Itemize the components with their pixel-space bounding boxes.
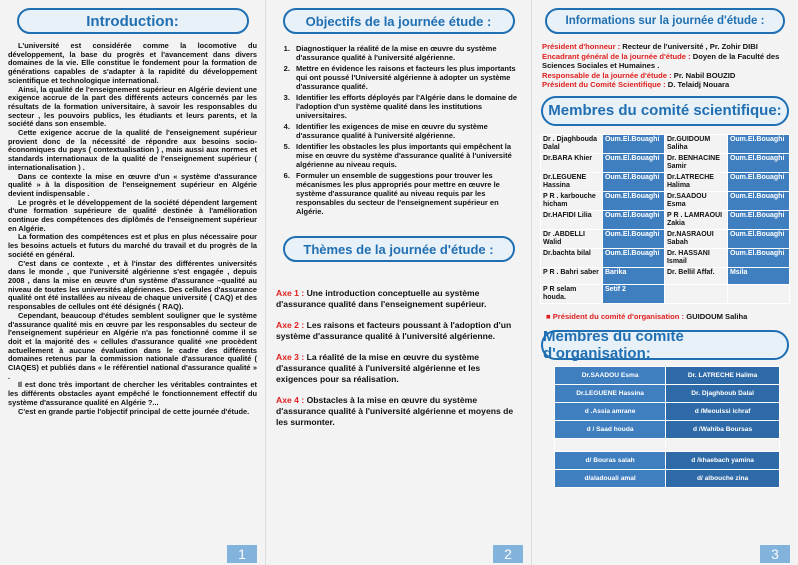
table-cell: Dr .ABDELLI Walid — [541, 229, 603, 248]
intro-paragraph: L'université est considérée comme la locomotive du développement, la base du progrès et l'avancement dans divers domaines de la vie. Elle constitue le fondement pour la formation de générations capables de s'adapter à la rapidité du développement scientifique et technologique international. — [8, 41, 257, 85]
table-cell: Dr.BARA Khier — [541, 153, 603, 172]
panel-introduction — [0, 0, 266, 565]
info-label: Président d'honneur : — [542, 42, 621, 51]
table-row — [555, 420, 780, 438]
table-cell: Oum.El.Bouaghi — [602, 153, 664, 172]
table-cell: Dr. BENHACINE Samir — [664, 153, 727, 172]
axe-text: Obstacles à la mise en œuvre du système d'assurance qualité à l'université algérienne et moyens de les surmonter. — [276, 395, 514, 427]
table-row — [541, 229, 790, 248]
intro-paragraph: Ainsi, la qualité de l'enseignement supérieur en Algérie devient une exigence accrue de la part des différents acteurs concernés par les résultats de la formation universitaire, à savoir les responsables du secteur , les pouvoirs publics, les étudiants et leurs parents, et la société dans son ensemble. — [8, 84, 257, 129]
table-cell: Oum.El.Bouaghi — [602, 248, 664, 267]
axe-item — [276, 352, 521, 385]
table-cell: Oum.El.Bouaghi — [727, 134, 789, 153]
organisation-committee-table — [554, 366, 780, 488]
info-line — [542, 52, 790, 71]
table-cell: Dr.SAADOU Esma — [555, 366, 666, 384]
table-row — [541, 134, 790, 153]
table-cell: Dr.LATRECHE Halima — [664, 172, 727, 191]
table-row — [541, 210, 790, 229]
intro-paragraph: Cette exigence accrue de la qualité de l'enseignement supérieur provient donc de la nécessité de répondre aux besoins socio-économiques du pays ( contextualisation ) , mais aussi aux normes et standards internationaux de la qualité de l'enseignement supérieur ( internationalisation ) . — [8, 128, 257, 172]
intro-paragraph: Dans ce contexte la mise en œuvre d'un « système d'assurance qualité » à la disposition de l'enseignement supérieur en Algérie devient indispensable . — [8, 171, 257, 198]
org-president-label: Président du comité d'organisation : — [552, 311, 685, 321]
table-row — [541, 267, 790, 284]
table-row — [555, 384, 780, 402]
objectives-title: Objectifs de la journée étude : — [283, 8, 515, 34]
scientific-committee-table — [540, 134, 790, 304]
table-cell: d / Saad houda — [555, 420, 666, 438]
table-cell — [664, 284, 727, 303]
info-label: Responsable de la journée d'étude : — [542, 70, 672, 80]
table-cell — [666, 438, 780, 451]
objective-item: 6. Formuler un ensemble de suggestions pour trouver les mécanismes les plus appropriés pour mettre en œuvre le système d'assurance qualité au niveau requis par les responsables du secteur de l'enseignement supérieur en Algérie. — [292, 171, 521, 216]
panel-objectives — [266, 0, 532, 565]
intro-paragraph: Le progrès et le développement de la société dépendent largement d'une formation supérieure de qualité destinée à l'amélioration continue des compétences des diplômés de l'enseignement supérieur en Algérie. — [8, 197, 257, 233]
organisation-committee-title: Membres du comité d'organisation: — [541, 330, 789, 360]
table-cell: Dr. HASSANI Ismail — [664, 248, 727, 267]
table-cell: Dr.SAADOU Esma — [664, 191, 727, 210]
table-cell: Oum.El.Bouaghi — [727, 229, 789, 248]
info-value: D. Telaidj Nouara — [667, 80, 730, 90]
table-cell: d /Meouissi ichraf — [666, 402, 780, 420]
org-president-value: GUIDOUM Saliha — [686, 311, 748, 321]
axe-item — [276, 320, 521, 342]
page-number: 3 — [760, 545, 790, 563]
information-title: Informations sur la journée d'étude : — [545, 8, 785, 34]
axe-label: Axe 4 : — [276, 395, 305, 405]
objectives-list — [274, 44, 521, 216]
table-cell: Dr.bachta bilal — [541, 248, 603, 267]
table-row — [555, 451, 780, 469]
table-cell: Dr.GUIDOUM Saliha — [664, 134, 727, 153]
introduction-title: Introduction: — [17, 8, 249, 34]
table-cell: P R . Bahri saber — [541, 267, 603, 284]
table-cell: Dr.HAFIDI Lilia — [541, 210, 603, 229]
table-cell: Dr. LATRECHE Halima — [666, 366, 780, 384]
table-cell: Oum.El.Bouaghi — [602, 191, 664, 210]
table-cell: Msila — [727, 267, 789, 284]
table-cell: Dr. Bellil Affaf. — [664, 267, 727, 284]
information-list — [542, 42, 790, 90]
table-cell — [555, 438, 666, 451]
objective-item: 2. Mettre en évidence les raisons et facteurs les plus importants qui ont poussé l'Université algérienne à adopter un système d'assurance qualité. — [292, 64, 521, 91]
bullet-icon: ■ — [546, 311, 551, 321]
intro-paragraph: C'est dans ce contexte , et à l'instar des différentes universités dans le monde , que l'université algérienne s'est engagée , depuis 2008 , dans la mise en œuvre d'un système d'assurance –qualité au niveau de toutes les universités algériennes. Des cellules d'assurance qualité ont été installées au niveau de chaque université ( CAQ) et des responsables de cellules ont été désignés ( RAQ). — [8, 258, 257, 312]
panel-information — [532, 0, 798, 565]
table-cell: Dr . Djaghbouda Dalal — [541, 134, 603, 153]
table-cell: Dr. Djaghboub Dalal — [666, 384, 780, 402]
table-cell: P R . LAMRAOUI Zakia — [664, 210, 727, 229]
table-cell: Barika — [602, 267, 664, 284]
table-row — [541, 153, 790, 172]
table-cell: Oum.El.Bouaghi — [727, 210, 789, 229]
table-cell: Oum.El.Bouaghi — [727, 248, 789, 267]
info-value: Pr. Nabil BOUZID — [673, 70, 736, 80]
table-cell: Oum.El.Bouaghi — [602, 229, 664, 248]
table-cell: P R . karbouche hicham — [541, 191, 603, 210]
scientific-committee-title: Membres du comité scientifique: — [541, 96, 789, 126]
axe-item — [276, 395, 521, 428]
objective-item: 4. Identifier les exigences de mise en œuvre du système d'assurance qualité à l'université algérienne. — [292, 122, 521, 140]
intro-paragraph: Il est donc très important de chercher les véritables contraintes et les différents obstacles ayant empêché le fonctionnement effectif du système d'assurance qualité en Algérie ?... — [8, 380, 257, 407]
table-cell: d/aladouali amal — [555, 469, 666, 487]
table-cell: Oum.El.Bouaghi — [727, 153, 789, 172]
info-line — [542, 42, 790, 52]
table-cell: Dr.LEGUENE Hassina — [541, 172, 603, 191]
axe-item — [276, 288, 521, 310]
intro-paragraph: La formation des compétences est et plus en plus nécessaire pour les besoins actuels et futurs du marché du travail et du progrès de la société en général. — [8, 232, 257, 259]
page-number: 2 — [493, 545, 523, 563]
axe-label: Axe 1 : — [276, 288, 305, 298]
info-line — [542, 71, 790, 81]
table-cell: Oum.El.Bouaghi — [602, 172, 664, 191]
table-row — [555, 438, 780, 451]
table-cell: Dr.NASRAOUI Sabah — [664, 229, 727, 248]
intro-paragraph: C'est en grande partie l'objectif principal de cette journée d'étude. — [18, 406, 250, 416]
info-line — [542, 80, 790, 90]
table-row — [555, 366, 780, 384]
table-cell: Oum.El.Bouaghi — [727, 191, 789, 210]
table-cell: d /Wahiba Boursas — [666, 420, 780, 438]
axe-label: Axe 3 : — [276, 352, 305, 362]
table-cell: d /khaebach yamina — [666, 451, 780, 469]
table-row — [555, 469, 780, 487]
info-label: Encadrant général de la journée d'étude : — [542, 51, 691, 61]
themes-title: Thèmes de la journée d'étude : — [283, 236, 515, 262]
table-row — [555, 402, 780, 420]
table-cell: Oum.El.Bouaghi — [602, 210, 664, 229]
axe-text: La réalité de la mise en œuvre du système d'assurance qualité à l'université algérienne et les exigences pour sa réalisation. — [276, 352, 481, 384]
table-cell: d .Assia amrane — [555, 402, 666, 420]
axe-text: Une introduction conceptuelle au système d'assurance qualité dans l'enseignement supérieur. — [276, 288, 487, 309]
table-row — [541, 172, 790, 191]
table-row — [541, 248, 790, 267]
organisation-president — [546, 312, 790, 322]
info-value: Doyen de la Faculté des Sciences Sociales et Humaines . — [542, 51, 780, 71]
objective-item: 5. Identifier les obstacles les plus importants qui empêchent la mise en œuvre du système d'assurance qualité à l'université algérienne au niveau requis. — [292, 142, 521, 169]
info-label: Président du Comité Scientifique : — [542, 80, 666, 90]
introduction-body — [8, 42, 257, 416]
objective-item: 3. Identifier les efforts déployés par l'Algérie dans le domaine de l'adoption d'un système qualité dans les institutions universitaires. — [292, 93, 521, 120]
table-cell: Setif 2 — [602, 284, 664, 303]
info-value: Recteur de l'université , Pr. Zohir DIBI — [622, 42, 758, 51]
intro-paragraph: Cependant, beaucoup d'études semblent souligner que le système d'assurance qualité mis en œuvre par les responsables du secteur de l'enseignement supérieur en Algérie n'a pas fonctionné comme il se doit et la majorité des « cellules d'assurance qualité »ne procèdent actuellement à aucune évaluation dans le cadre des différents domaines retenus par la commission nationale d'assurance qualité ( CIAQES) et publiés dans « le référentiel national d'assurance qualité » . — [8, 310, 257, 381]
table-row — [541, 191, 790, 210]
table-cell — [727, 284, 789, 303]
objective-item: 1. Diagnostiquer la réalité de la mise en œuvre du système d'assurance qualité à l'université algérienne. — [292, 44, 521, 62]
table-cell: Oum.El.Bouaghi — [727, 172, 789, 191]
axe-label: Axe 2 : — [276, 320, 305, 330]
table-cell: d/ albouche zina — [666, 469, 780, 487]
page-number: 1 — [227, 545, 257, 563]
table-row — [541, 284, 790, 303]
table-cell: d/ Bouras salah — [555, 451, 666, 469]
table-cell: P R selam houda. — [541, 284, 603, 303]
table-cell: Oum.El.Bouaghi — [602, 134, 664, 153]
axe-text: Les raisons et facteurs poussant à l'adoption d'un système d'assurance qualité à l'université algérienne. — [276, 320, 512, 341]
table-cell: Dr.LEGUENE Hassina — [555, 384, 666, 402]
